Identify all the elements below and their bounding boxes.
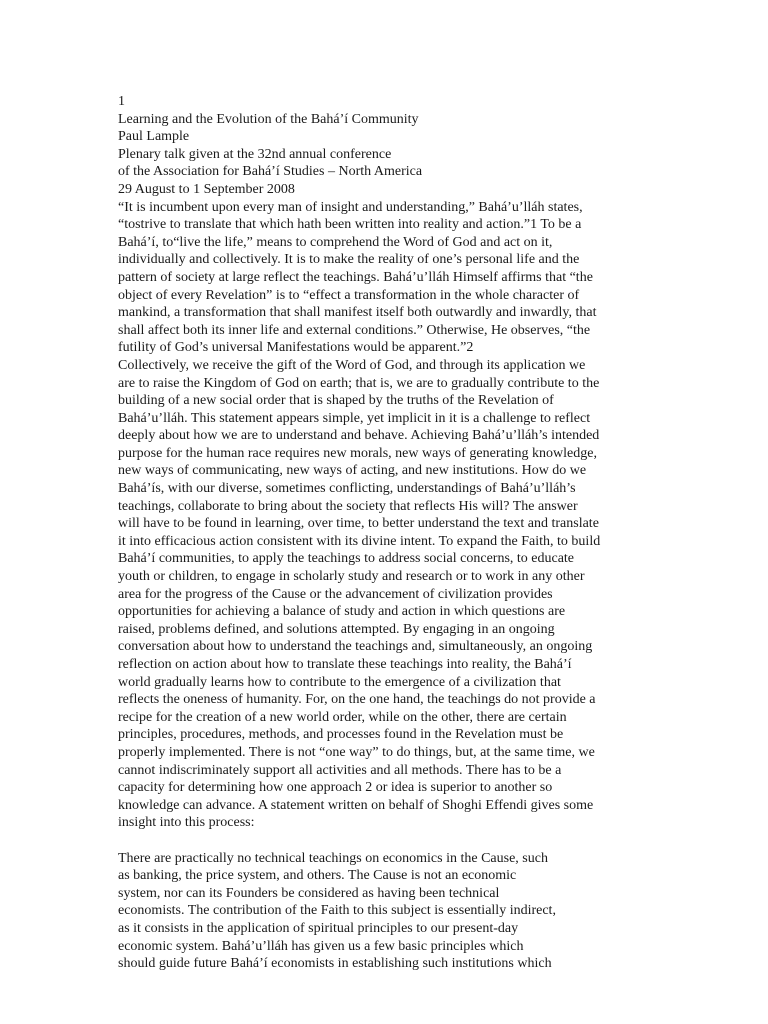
text-line: it into efficacious action consistent with its divine intent. To expand the Faith, to build bbox=[118, 533, 601, 549]
text-line: futility of God’s universal Manifestations would be apparent.”2 bbox=[118, 340, 474, 356]
quote-line: as banking, the price system, and others. The Cause is not an economic bbox=[118, 868, 517, 884]
text-line: world gradually learns how to contribute to the emergence of a civilization that bbox=[118, 674, 561, 690]
quote-line: economists. The contribution of the Faith to this subject is essentially indirect, bbox=[118, 903, 556, 919]
event-date: 29 August to 1 September 2008 bbox=[118, 181, 295, 197]
text-line: Bahá’í, to“live the life,” means to comprehend the Word of God and act on it, bbox=[118, 234, 553, 250]
occasion-line: Plenary talk given at the 32nd annual conference bbox=[118, 146, 392, 162]
text-line: deeply about how we are to understand and behave. Achieving Bahá’u’lláh’s intended bbox=[118, 428, 600, 444]
text-line: are to raise the Kingdom of God on earth; that is, we are to gradually contribute to the bbox=[118, 375, 600, 391]
text-line: opportunities for achieving a balance of study and action in which questions are bbox=[118, 604, 566, 620]
quote-line: economic system. Bahá’u’lláh has given us a few basic principles which bbox=[118, 938, 524, 954]
text-line: individually and collectively. It is to make the reality of one’s personal life and the bbox=[118, 252, 580, 268]
text-line: reflects the oneness of humanity. For, on the one hand, the teachings do not provide a bbox=[118, 692, 596, 708]
text-line: teachings, collaborate to bring about the society that reflects His will? The answer bbox=[118, 498, 578, 514]
document-page bbox=[118, 93, 658, 973]
text-line: recipe for the creation of a new world order, while on the other, there are certain bbox=[118, 709, 567, 725]
text-line: “tostrive to translate that which hath been written into reality and action.”1 To be a bbox=[118, 217, 582, 233]
text-line: will have to be found in learning, over time, to better understand the text and translate bbox=[118, 516, 599, 532]
text-line: youth or children, to engage in scholarly study and research or to work in any other bbox=[118, 569, 585, 585]
text-line: reflection on action about how to translate these teachings into reality, the Bahá’í bbox=[118, 657, 572, 672]
author-name: Paul Lample bbox=[118, 129, 190, 145]
paragraph-spacer bbox=[118, 832, 658, 850]
text-line: conversation about how to understand the teachings and, simultaneously, an ongoing bbox=[118, 639, 593, 655]
text-line: pattern of society at large reflect the teachings. Bahá’u’lláh Himself affirms that “the bbox=[118, 269, 593, 285]
text-line: mankind, a transformation that shall manifest itself both outwardly and inwardly, that bbox=[118, 305, 597, 321]
quote-line: as it consists in the application of spiritual principles to our present-day bbox=[118, 920, 519, 936]
page-number: 1 bbox=[118, 94, 125, 109]
text-line: cannot indiscriminately support all activities and all methods. There has to be a bbox=[118, 762, 562, 778]
block-quote bbox=[118, 850, 658, 973]
text-line: building of a new social order that is shaped by the truths of the Revelation of bbox=[118, 393, 554, 409]
text-line: Bahá’í communities, to apply the teachings to address social concerns, to educate bbox=[118, 551, 575, 567]
quote-line: should guide future Bahá’í economists in establishing such institutions which bbox=[118, 956, 552, 972]
text-line: Bahá’ís, with our diverse, sometimes conflicting, understandings of Bahá’u’lláh’s bbox=[118, 481, 576, 497]
document-title: Learning and the Evolution of the Bahá’í Community bbox=[118, 111, 419, 127]
text-line: properly implemented. There is not “one way” to do things, but, at the same time, we bbox=[118, 744, 595, 760]
occasion-line: of the Association for Bahá’í Studies – North America bbox=[118, 164, 423, 180]
text-line: object of every Revelation” is to “effect a transformation in the whole character of bbox=[118, 287, 580, 303]
text-line: area for the progress of the Cause or the advancement of civilization provides bbox=[118, 586, 553, 602]
text-line: shall affect both its inner life and external conditions.” Otherwise, He observes, “the bbox=[118, 322, 591, 338]
text-line: new ways of communicating, new ways of acting, and new institutions. How do we bbox=[118, 463, 587, 479]
text-line: insight into this process: bbox=[118, 815, 255, 831]
text-line: Bahá’u’lláh. This statement appears simple, yet implicit in it is a challenge to reflect bbox=[118, 410, 591, 426]
quote-line: system, nor can its Founders be considered as having been technical bbox=[118, 885, 500, 901]
text-line: principles, procedures, methods, and processes found in the Revelation must be bbox=[118, 727, 564, 743]
text-line: “It is incumbent upon every man of insight and understanding,” Bahá’u’lláh states, bbox=[118, 199, 583, 215]
text-line: raised, problems defined, and solutions attempted. By engaging in an ongoing bbox=[118, 621, 555, 637]
text-line: capacity for determining how one approach 2 or idea is superior to another so bbox=[118, 780, 553, 796]
text-line: purpose for the human race requires new morals, new ways of generating knowledge, bbox=[118, 445, 597, 461]
quote-line: There are practically no technical teachings on economics in the Cause, such bbox=[118, 850, 548, 866]
text-line: knowledge can advance. A statement written on behalf of Shoghi Effendi gives some bbox=[118, 797, 594, 813]
paragraph-body bbox=[118, 357, 658, 832]
paragraph-intro bbox=[118, 199, 658, 357]
text-line: Collectively, we receive the gift of the Word of God, and through its application we bbox=[118, 357, 586, 373]
